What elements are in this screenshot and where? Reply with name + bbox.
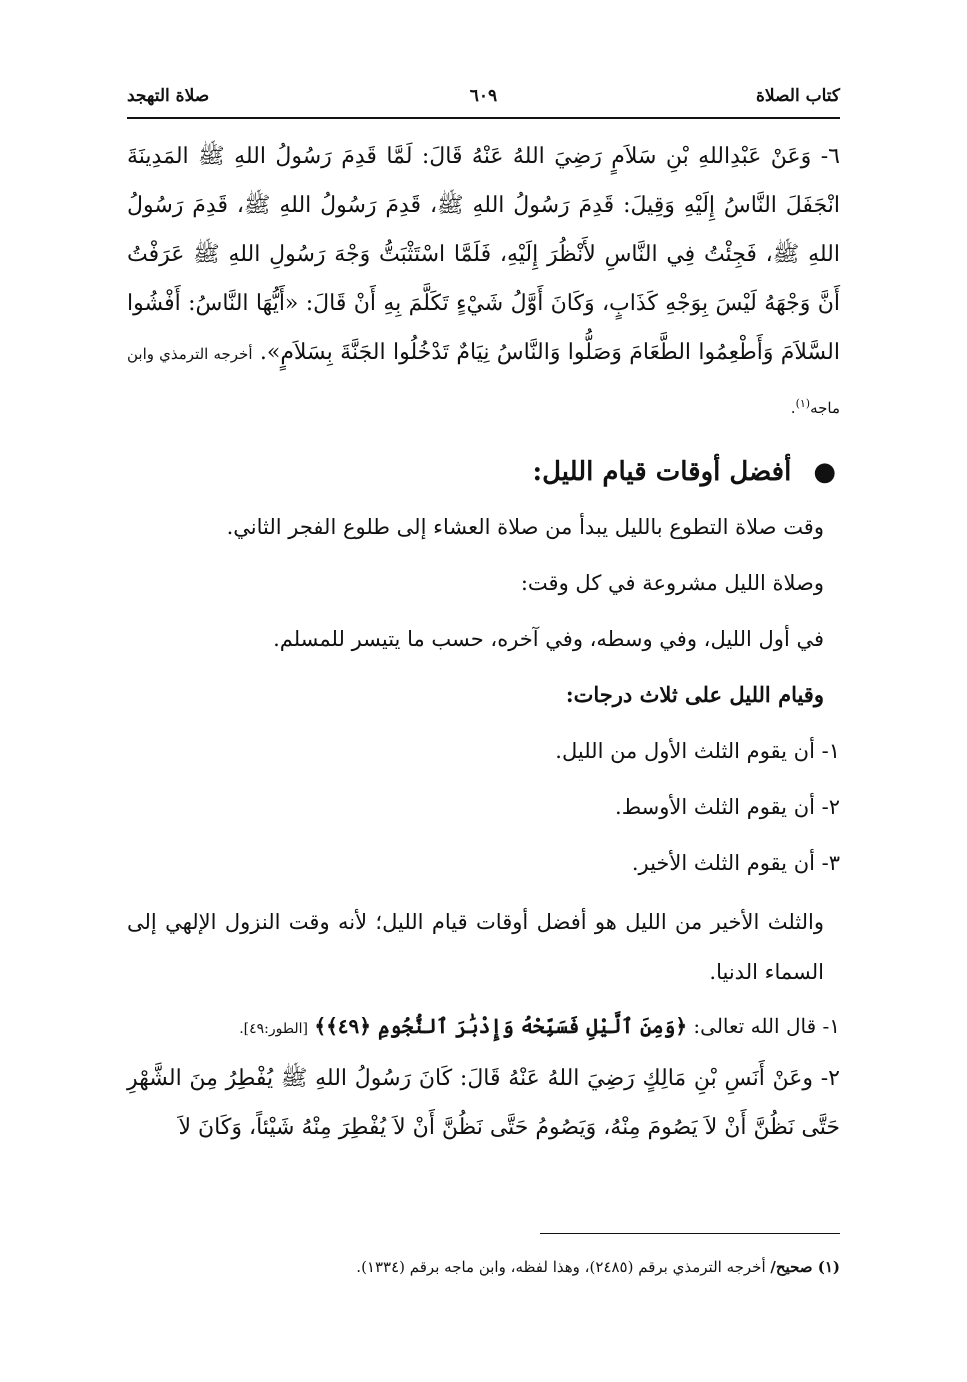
page-body — [127, 132, 840, 1152]
hadith-2: ٢- وعَنْ أَنَسِ بْنِ مَالِكٍ رَضِيَ اللهُ عَنْهُ قَالَ: كَانَ رَسُولُ اللهِ ﷺ يُفْطِرُ مِنَ الشَّهْرِ حَتَّى نَظُنَّ أَنْ لاَ يَصُومَ مِنْهُ، وَيَصُومُ حَتَّى نَظُنَّ أَنْ لاَ يُفْطِرَ مِنْهُ شَيْئاً، وَكَانَ لاَ — [127, 1066, 840, 1140]
bullet-icon: ● — [813, 457, 836, 487]
header-divider — [127, 117, 840, 119]
section-title-text: أفضل أوقات قيام الليل: — [532, 457, 792, 487]
page-header — [127, 82, 840, 118]
book-title: كتاب الصلاة — [755, 86, 840, 106]
footnote-text: أخرجه الترمذي برقم (٢٤٨٥)، وهذا لفظه، وابن ماجه برقم (١٣٣٤). — [356, 1258, 766, 1276]
footnote-marker: (١) — [795, 397, 811, 410]
paragraph: وقت صلاة التطوع بالليل يبدأ من صلاة العشاء إلى طلوع الفجر الثاني. — [226, 515, 824, 539]
hadith-6-source: أخرجه الترمذي وابن ماجه$^{(١)}$. — [127, 345, 840, 417]
footnote — [127, 1255, 840, 1279]
list-item: ١- أن يقوم الثلث الأول من الليل. — [555, 739, 840, 763]
hadith-6-text: ٦- وَعَنْ عَبْدِاللهِ بْنِ سَلاَمٍ رَضِيَ اللهُ عَنْهُ قَالَ: لَمَّا قَدِمَ رَسُولُ اللهِ ﷺ المَدِينَةَ انْجَفَلَ النَّاسُ إِلَيْهِ وَقِيلَ: قَدِمَ رَسُولُ اللهِ ﷺ، قَدِمَ رَسُولُ اللهِ ﷺ، قَدِمَ رَسُولُ اللهِ ﷺ، فَجِئْتُ فِي النَّاسِ لأَنْظُرَ إِلَيْهِ، فَلَمَّا اسْتَثْبَتُّ وَجْهَ رَسُولِ اللهِ ﷺ عَرَفْتُ أَنَّ وَجْهَهُ لَيْسَ بِوَجْهِ كَذَابٍ، وَكَانَ أَوَّلُ شَيْءٍ تَكَلَّمَ بِهِ أَنْ قَالَ: «أَيُّهَا النَّاسُ: أَفْشُوا السَّلاَمَ وَأَطْعِمُوا الطَّعَامَ وَصَلُّوا وَالنَّاسُ نِيَامٌ تَدْخُلُوا الجَنَّةَ بِسَلاَمٍ». — [127, 144, 840, 365]
quran-verse-line — [127, 1001, 840, 1054]
footnote-label: (١) صحيح/ — [770, 1258, 840, 1276]
paragraph: وصلاة الليل مشروعة في كل وقت: — [520, 571, 824, 595]
page-number: ٦٠٩ — [469, 86, 498, 106]
verse-reference: [الطور:٤٩]. — [239, 1021, 308, 1037]
list-item: ٣- أن يقوم الثلث الأخير. — [631, 851, 840, 875]
list-item: ٢- أن يقوم الثلث الأوسط. — [615, 795, 840, 819]
paragraph: والثلث الأخير من الليل هو أفضل أوقات قيام الليل؛ لأنه وقت النزول الإلهي إلى السماء الدنيا. — [127, 910, 824, 984]
paragraph: في أول الليل، وفي وسطه، وفي آخره، حسب ما يتيسر للمسلم. — [273, 627, 824, 651]
quran-verse: ﴿وَمِنَ ٱلَّيْلِ فَسَبِّحْهُ وَإِدْبَٰرَ ٱلنُّجُومِ ﴿٤٩﴾﴾ — [314, 1014, 688, 1038]
footnote-divider — [540, 1233, 840, 1234]
hadith-6-source-text: أخرجه الترمذي وابن ماجه — [127, 345, 840, 417]
paragraph-bold: وقيام الليل على ثلاث درجات: — [565, 682, 824, 707]
chapter-title: صلاة التهجد — [127, 86, 210, 106]
section-heading — [127, 445, 840, 499]
verse-intro: ١- قال الله تعالى: — [693, 1014, 840, 1038]
hadith-6 — [127, 132, 840, 433]
